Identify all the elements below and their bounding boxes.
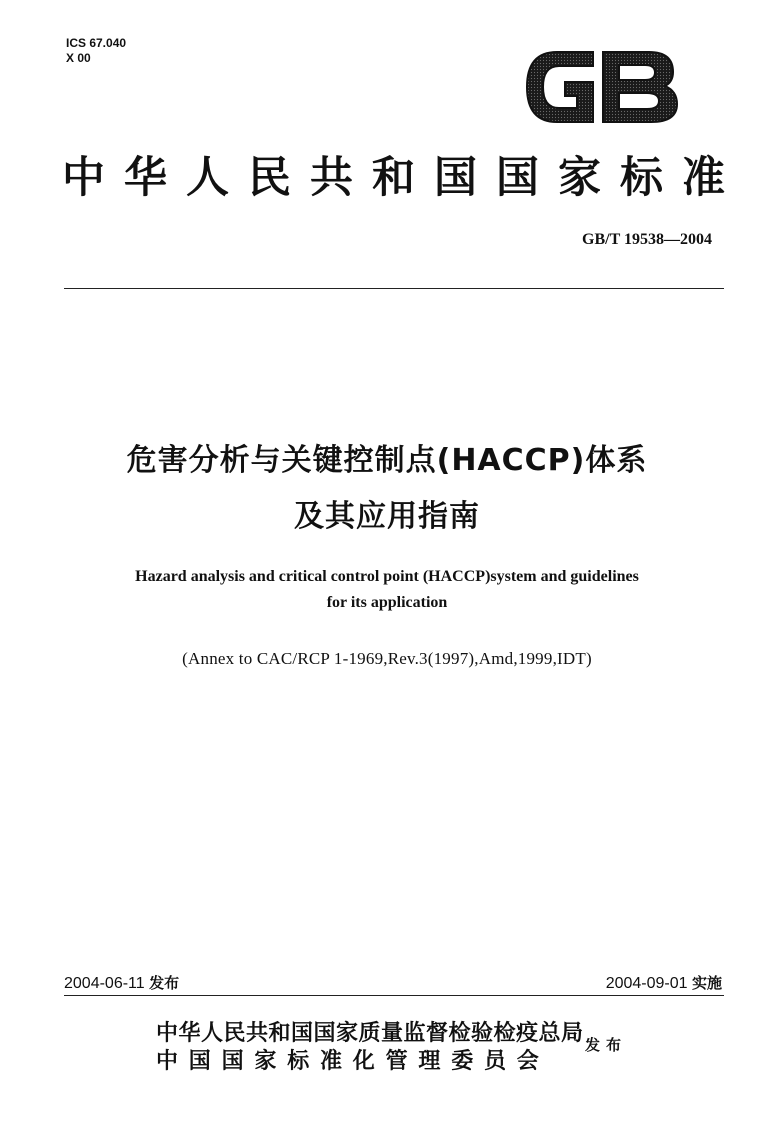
gb-logo-b	[603, 52, 677, 122]
publisher-line2: 中国国家标准化管理委员会	[156, 1048, 550, 1074]
top-divider	[64, 288, 724, 289]
gb-logo	[521, 44, 681, 130]
ics-code: ICS 67.040	[66, 36, 127, 50]
publisher-suffix: 发布	[585, 1036, 628, 1054]
implementation-date-value: 2004-09-01	[605, 975, 688, 992]
implementation-date	[606, 972, 722, 993]
classification-code: X 00	[66, 51, 91, 65]
issue-date-value: 2004-06-11	[64, 975, 145, 992]
gb-logo-g	[527, 52, 593, 122]
bottom-divider	[64, 995, 724, 996]
english-title-line2: for its application	[326, 594, 448, 611]
english-title-line1: Hazard analysis and critical control point (HACCP)system and guidelines	[135, 568, 639, 585]
annex-note: (Annex to CAC/RCP 1-1969,Rev.3(1997),Amd,1999,IDT)	[182, 649, 592, 668]
chinese-title-line2: 及其应用指南	[294, 499, 480, 534]
issue-label: 发布	[149, 974, 180, 992]
chinese-title-line1: 危害分析与关键控制点(HACCP)体系	[126, 443, 648, 478]
implementation-label: 实施	[691, 974, 722, 992]
ics-code-block	[66, 36, 126, 66]
standard-code: GB/T 19538—2004	[582, 231, 712, 248]
publisher-line1: 中华人民共和国国家质量监督检验检疫总局	[156, 1020, 584, 1046]
issue-date	[64, 972, 179, 993]
standard-title: 中华人民共和国国家标准	[62, 153, 744, 203]
